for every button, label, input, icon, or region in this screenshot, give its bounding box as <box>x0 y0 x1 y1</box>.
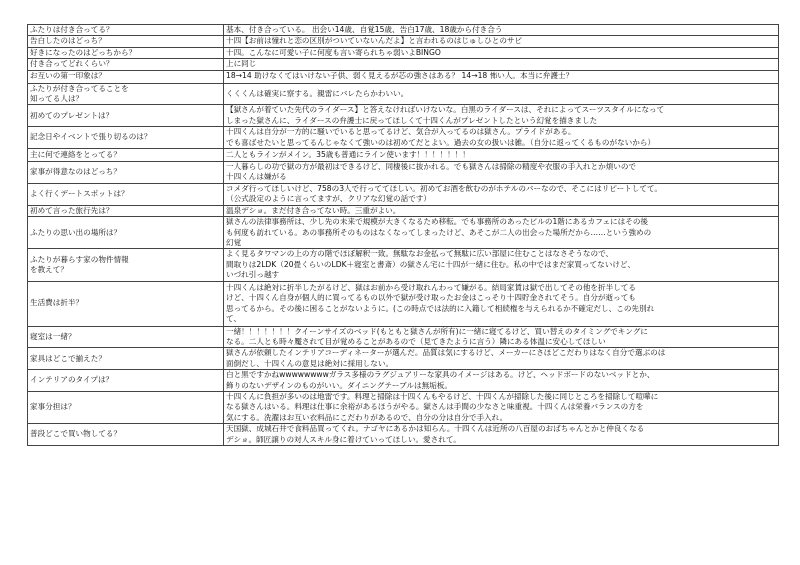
question-cell <box>28 105 224 127</box>
question-text: 記念日やイベントで張り切るのは？ <box>30 132 152 142</box>
answer-text: コメダ行ってほしいけど、758の3人で行っててほしい。初めてお酒を飲むのがホテルのバーなので、そこにはリピートしてて。 （公式設定のように言ってますが、クリアな幻覚の話です） <box>226 183 662 204</box>
qa-row <box>28 326 779 348</box>
question-text: 初めて言った旅行先は？ <box>30 205 114 215</box>
answer-cell <box>224 183 779 205</box>
question-text: 普段どこで買い物してる？ <box>30 429 122 439</box>
question-text: 寝室は一緒？ <box>30 331 76 341</box>
qa-table-body <box>28 25 779 446</box>
answer-text: 18→14 助けなくてはいけない子供、弱く見えるが芯の強さはある？ 14→18 怖い人。本当に弁護士？ <box>226 71 574 81</box>
answer-cell <box>224 370 779 392</box>
answer-cell <box>224 217 779 249</box>
answer-text: 十四くんは絶対に折半したがるけど、獄はお前から受け取れんわって嫌がる。結局家賃は獄で出してその他を折半してる けど、十四くん自身が個人的に買ってるもの以外で獄が受け取ったお金はこっそり十四貯金されてそう。自分が逝っても 思ってるから。その後に困ることがないように。(この時点では法的に入籍して相続権を与えられるか不確定だし、この先別れ て、 <box>226 282 655 323</box>
answer-text: 白と黒ですかねwwwwwwwwガラス多様のラグジュアリーな家具のイメージはある。けど、ヘッドボードのないベッドとか、 飾りのないデザインのものがいい。ダイニングテーブルは無垢板。 <box>226 370 655 390</box>
qa-row <box>28 370 779 392</box>
question-cell <box>28 391 224 423</box>
qa-row <box>28 127 779 149</box>
answer-cell <box>224 326 779 348</box>
answer-cell <box>224 348 779 370</box>
question-text: お互いの第一印象は？ <box>30 71 106 81</box>
question-cell <box>28 217 224 249</box>
qa-row <box>28 217 779 249</box>
qa-row <box>28 25 779 36</box>
question-cell <box>28 183 224 205</box>
qa-row <box>28 424 779 446</box>
question-text: 家事が得意なのはどっち？ <box>30 167 121 177</box>
qa-row <box>28 348 779 370</box>
answer-text: 二人ともラインがメイン。35歳も普通にライン使います！！！！！！！ <box>226 149 470 159</box>
question-cell <box>28 205 224 216</box>
qa-table <box>27 24 779 446</box>
qa-row <box>28 105 779 127</box>
answer-text: 【獄さんが着ていた先代のライダース】と答えなければいけないな。白黒のライダースは、それによってスーツスタイルになって しまった獄さんに、ライダースの弁護士に戻ってほしくて十四くんがプレゼントしたという幻覚を描きました <box>226 105 665 125</box>
answer-cell <box>224 105 779 127</box>
answer-cell <box>224 36 779 47</box>
question-text: ふたりが暮らす家の物件情報 を教えて？ <box>30 254 129 274</box>
question-text: インテリアのタイプは？ <box>30 375 114 385</box>
answer-cell <box>224 391 779 423</box>
answer-cell <box>224 70 779 83</box>
answer-cell <box>224 424 779 446</box>
answer-text: 温泉デショ。まだ付き合ってない時。三重がよい。 <box>226 205 401 215</box>
question-cell <box>28 149 224 162</box>
qa-row <box>28 59 779 70</box>
qa-row <box>28 70 779 83</box>
question-cell <box>28 59 224 70</box>
question-cell <box>28 281 224 326</box>
question-cell <box>28 162 224 184</box>
question-cell <box>28 424 224 446</box>
qa-row <box>28 391 779 423</box>
qa-row <box>28 83 779 105</box>
question-cell <box>28 36 224 47</box>
answer-text: 十四くんは自分が一方的に騒いでいると思ってるけど、気合が入ってるのは獄さん。プライドがある。 でも喜ばせたいと思ってるんじゃなくて強いのは初めてだとよい。過去の女の扱いは雑。（自分に返ってくるものがないから） <box>226 127 656 147</box>
question-text: ふたりは付き合ってる？ <box>30 25 114 34</box>
answer-cell <box>224 149 779 162</box>
qa-row <box>28 47 779 58</box>
qa-row <box>28 36 779 47</box>
question-cell <box>28 25 224 36</box>
qa-row <box>28 149 779 162</box>
answer-cell <box>224 83 779 105</box>
question-cell <box>28 127 224 149</box>
question-text: ふたりが付き合ってることを 知ってる人は？ <box>30 83 129 104</box>
qa-row <box>28 281 779 326</box>
question-text: 付き合ってどれくらい？ <box>30 59 114 69</box>
question-text: 告白したのはどっち？ <box>30 36 106 46</box>
answer-text: 十四【お前は憧れと恋の区別がついていないんだよ】と言われるのはじゅしひとのサビ <box>226 36 523 46</box>
question-text: 家具はどこで揃えた？ <box>30 353 106 363</box>
answer-text: 基本、付き合っている。 出会い14歳、自覚15歳、告白17歳、18歳から付き合う <box>226 25 503 34</box>
answer-text: 十四。こんなに可愛い子に何度も言い寄られちゃ弱いよBINGO <box>226 47 441 57</box>
question-text: 家事分担は？ <box>30 402 76 412</box>
question-cell <box>28 47 224 58</box>
answer-text: 獄さんが依頼したインテリアコーディネーターが選んだ。品質は気にするけど、メーカーにさほどこだわりはなく自分で選ぶのは 面倒だし、十四くんの意見は絶対に採用しない。 <box>226 348 666 368</box>
answer-cell <box>224 47 779 58</box>
question-text: よく行くデートスポットは？ <box>30 189 129 199</box>
question-text: 主に何で連絡をとってる？ <box>30 149 121 159</box>
question-cell <box>28 326 224 348</box>
qa-row <box>28 183 779 205</box>
question-text: ふたりの思い出の場所は？ <box>30 227 122 237</box>
question-text: 好きになったのはどっちから？ <box>30 47 137 57</box>
answer-cell <box>224 59 779 70</box>
answer-text: くくくんは確実に察する。親雷にバレたらかわいい。 <box>226 88 409 98</box>
qa-row <box>28 205 779 216</box>
qa-sheet <box>27 24 774 446</box>
answer-cell <box>224 281 779 326</box>
answer-text: 獄さんの法律事務所は、少し先の未来で規模が大きくなるため移転。でも事務所のあったビルの1階にあるカフェにはその後 も何度も訪れている。あの事務所そのものはなくなってしまったけど、あそこが二人の出会った場所だから……という強めの 幻覚 <box>226 217 652 247</box>
answer-text: 一緒！！！！！！！クイーンサイズのベッド(もともと獄さんが所有)に一緒に寝てるけど、買い替えのタイミングでキングに なる。二人とも時々魘されて目が覚めることがあるので（見てきたように言う）隣にある体温に安心してほしい <box>226 326 648 346</box>
answer-cell <box>224 127 779 149</box>
answer-text: 十四くんに負担が多いのは地雷です。料理と掃除は十四くんもやるけど、十四くんが掃除した後に同じところを掃除して喧嘩に なる獄さんはいる。料理は仕事に余裕があるほうがやる。獄さんは手間の少なさと味重視。十四くんは栄養バランスの方を 気にする。洗濯はお互い衣料品にこだわりがあるので、自分の分は自分で手入れ。 <box>226 391 659 422</box>
answer-cell <box>224 249 779 281</box>
question-cell <box>28 249 224 281</box>
answer-text: 上に同じ <box>226 59 257 69</box>
answer-cell <box>224 25 779 36</box>
question-text: 生活費は折半？ <box>30 298 84 308</box>
question-cell <box>28 70 224 83</box>
question-cell <box>28 83 224 105</box>
answer-cell <box>224 205 779 216</box>
question-cell <box>28 348 224 370</box>
qa-row <box>28 162 779 184</box>
answer-text: 天国獄、成城石井で食料品買ってくれ。ナゴヤにあるかは知らん。十四くんは近所の八百屋のおばちゃんとかと仲良くなる デショ。師匠譲りの対人スキル身に着けていってほしい。愛されて。 <box>226 424 645 444</box>
question-cell <box>28 370 224 392</box>
answer-cell <box>224 162 779 184</box>
qa-row <box>28 249 779 281</box>
question-text: 初めてのプレゼントは？ <box>30 110 114 120</box>
answer-text: よく見るタワマンの上の方の階でほぼ解釈一致。無駄なお金払って無駄に広い部屋に住むことはなさそうなので、 間取りは2LDK（20畳くらいのLDK＋寝室と書斎）の獄さん宅に十四が一緒に住む。私の中ではまだ家買ってないけど、 いづれ引っ越す <box>226 249 636 280</box>
answer-text: 一人暮らしの功で獄の方が最初はできるけど、同棲後に抜かれる。でも獄さんは掃除の精度や衣服の手入れとか煩いので 十四くんは嫌がる <box>226 162 637 182</box>
